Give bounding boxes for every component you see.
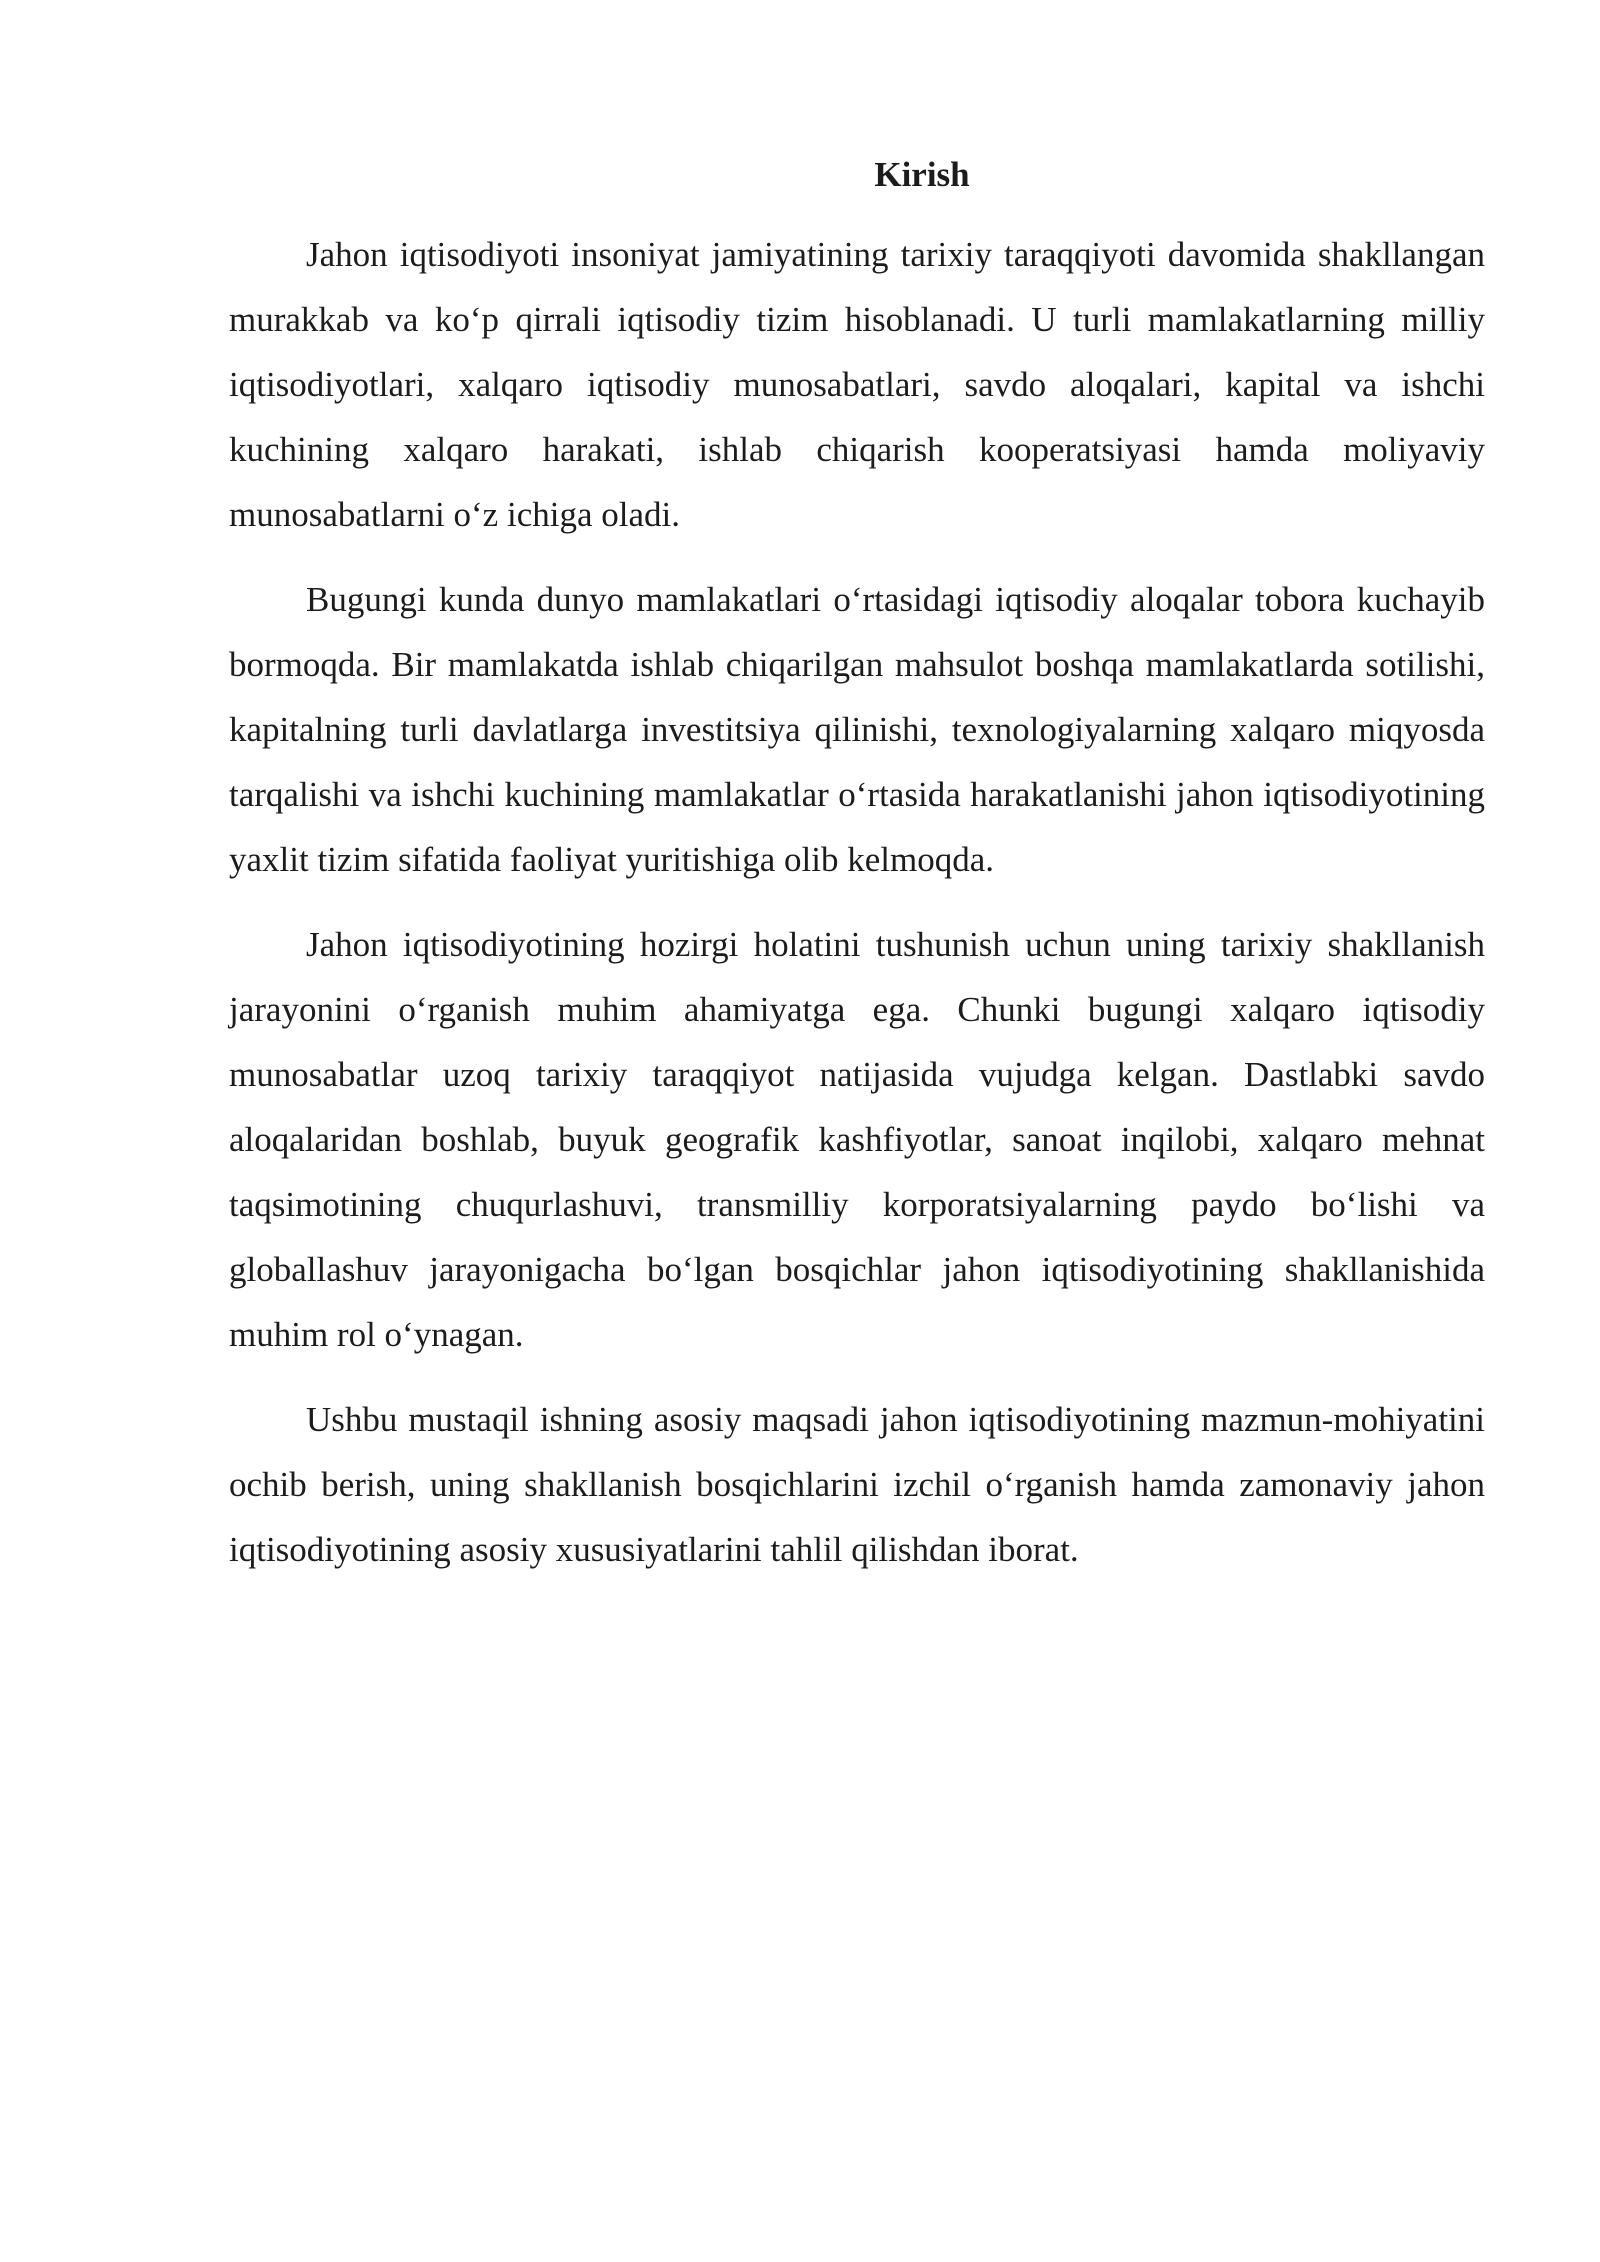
- paragraph-4: Ushbu mustaqil ishning asosiy maqsadi jahon iqtisodiyotining mazmun-mohiyatini ochib berish, uning shakllanish bosqichlarini izchil o‘rganish hamda zamonaviy jahon iqtisodiyotining asosiy xususiyatlarini tahlil qilishdan iborat.: [229, 1400, 1485, 1569]
- paragraph-2: Bugungi kunda dunyo mamlakatlari o‘rtasidagi iqtisodiy aloqalar tobora kuchayib bormoqda. Bir mamlakatda ishlab chiqarilgan mahsulot boshqa mamlakatlarda sotilishi, kapitalning turli davlatlarga investitsiya qilinishi, texnologiyalarning xalqaro miqyosda tarqalishi va ishchi kuchining mamlakatlar o‘rtasida harakatlanishi jahon iqtisodiyotining yaxlit tizim sifatida faoliyat yuritishiga olib kelmoqda.: [229, 580, 1485, 879]
- paragraph-3: Jahon iqtisodiyotining hozirgi holatini tushunish uchun uning tarixiy shakllanish jarayonini o‘rganish muhim ahamiyatga ega. Chunki bugungi xalqaro iqtisodiy munosabatlar uzoq tarixiy taraqqiyot natijasida vujudga kelgan. Dastlabki savdo aloqalaridan boshlab, buyuk geografik kashfiyotlar, sanoat inqilobi, xalqaro mehnat taqsimotining chuqurlashuvi, transmilliy korporatsiyalarning paydo bo‘lishi va globallashuv jarayonigacha bo‘lgan bosqichlar jahon iqtisodiyotining shakllanishida muhim rol o‘ynagan.: [229, 925, 1485, 1354]
- document-body: [229, 148, 1485, 1602]
- paragraph-1: Jahon iqtisodiyoti insoniyat jamiyatining tarixiy taraqqiyoti davomida shakllangan murakkab va ko‘p qirrali iqtisodiy tizim hisoblanadi. U turli mamlakatlarning milliy iqtisodiyotlari, xalqaro iqtisodiy munosabatlari, savdo aloqalari, kapital va ishchi kuchining xalqaro harakati, ishlab chiqarish kooperatsiyasi hamda moliyaviy munosabatlarni o‘z ichiga oladi.: [229, 235, 1485, 534]
- section-title: Kirish: [874, 155, 970, 194]
